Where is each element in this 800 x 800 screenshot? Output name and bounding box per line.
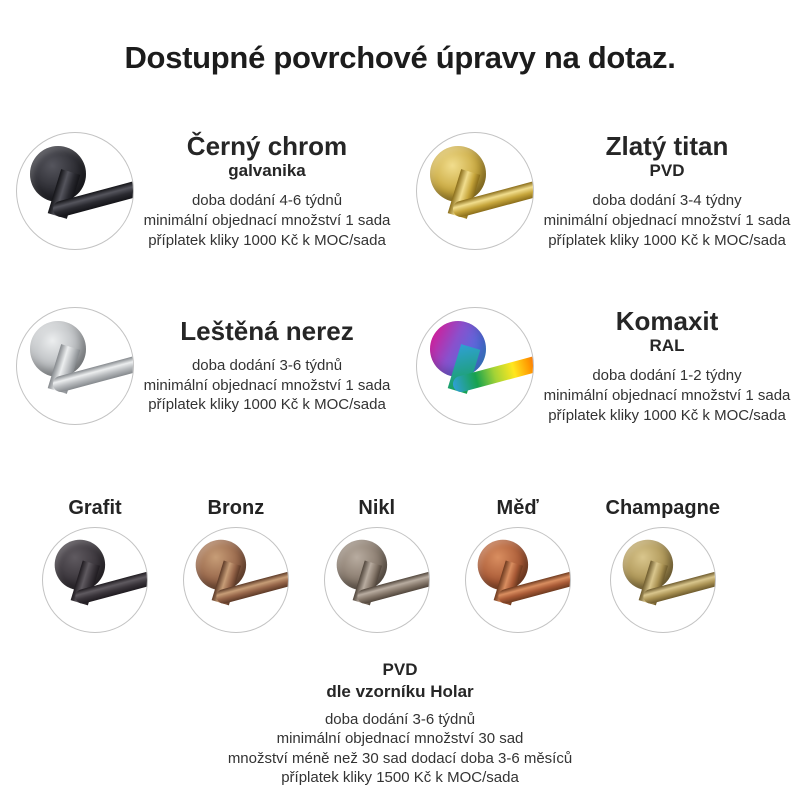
- swatch-label: Champagne: [605, 497, 720, 520]
- finish-info: [134, 132, 400, 251]
- swatch-row: [0, 497, 800, 633]
- detail-line: minimální objednací množství 1 sada: [543, 211, 791, 229]
- swatch-nikl: [324, 497, 430, 633]
- swatch-photo-circle: [465, 527, 571, 633]
- detail-line: minimální objednací množství 30 sad: [276, 730, 524, 748]
- footer-details: [0, 710, 800, 788]
- door-handle-icon: [184, 528, 288, 632]
- door-handle-icon: [417, 133, 533, 249]
- swatch-label: Nikl: [358, 497, 396, 520]
- finish-details: [142, 191, 392, 250]
- footer-block: [0, 659, 800, 788]
- finish-card-zlaty-titan: [400, 132, 800, 251]
- finish-card-cerny-chrom: [0, 132, 400, 251]
- detail-line: doba dodání 1-2 týdny: [592, 367, 742, 385]
- detail-line: doba dodání 3-6 týdnů: [191, 356, 343, 374]
- swatch-med: [465, 497, 571, 633]
- detail-line: příplatek kliky 1000 Kč k MOC/sada: [148, 231, 386, 249]
- finish-details: [542, 366, 792, 425]
- swatch-photo-circle: [183, 527, 289, 633]
- detail-line: doba dodání 4-6 týdnů: [191, 192, 343, 210]
- swatch-bronz: [183, 497, 289, 633]
- page-title: Dostupné povrchové úpravy na dotaz.: [124, 40, 676, 75]
- door-handle-icon: [43, 528, 147, 632]
- swatch-grafit: [42, 497, 148, 633]
- swatch-photo-circle: [610, 527, 716, 633]
- finish-photo-circle: [416, 307, 534, 425]
- swatch-label: Bronz: [207, 497, 265, 520]
- detail-line: množství méně než 30 sad dodací doba 3-6 měsíců: [227, 749, 573, 767]
- detail-line: příplatek kliky 1000 Kč k MOC/sada: [148, 396, 386, 414]
- finish-name: Komaxit: [615, 305, 719, 336]
- finish-card-lestena-nerez: [0, 307, 400, 426]
- finish-details: [142, 356, 392, 415]
- detail-line: příplatek kliky 1000 Kč k MOC/sada: [548, 231, 786, 249]
- finish-subtitle: PVD: [649, 160, 685, 180]
- door-handle-icon: [325, 528, 429, 632]
- finish-subtitle: RAL: [649, 335, 685, 355]
- detail-line: doba dodání 3-6 týdnů: [324, 710, 476, 728]
- finish-photo-circle: [16, 307, 134, 425]
- detail-line: příplatek kliky 1000 Kč k MOC/sada: [548, 406, 786, 424]
- detail-line: minimální objednací množství 1 sada: [143, 211, 391, 229]
- swatch-champagne: [606, 497, 720, 633]
- finish-info: [534, 132, 800, 251]
- swatch-photo-circle: [324, 527, 430, 633]
- door-handle-icon: [417, 308, 533, 424]
- finish-details: [542, 191, 792, 250]
- door-handle-icon: [17, 133, 133, 249]
- detail-line: doba dodání 3-4 týdny: [592, 192, 742, 210]
- detail-line: minimální objednací množství 1 sada: [543, 386, 791, 404]
- finish-name: Leštěná nerez: [180, 315, 354, 346]
- finish-photo-circle: [416, 132, 534, 250]
- footer-title: PVD: [382, 660, 418, 680]
- finish-info: [534, 307, 800, 426]
- swatch-label: Grafit: [68, 497, 122, 520]
- finish-name: Černý chrom: [186, 130, 348, 161]
- door-handle-icon: [17, 308, 133, 424]
- finish-subtitle: galvanika: [228, 160, 306, 180]
- finish-card-komaxit: [400, 307, 800, 426]
- finish-name: Zlatý titan: [605, 130, 729, 161]
- finish-photo-circle: [16, 132, 134, 250]
- detail-line: příplatek kliky 1500 Kč k MOC/sada: [281, 769, 519, 787]
- finish-grid: [0, 132, 800, 426]
- footer-subtitle: dle vzorníku Holar: [326, 681, 474, 701]
- swatch-label: Měď: [496, 497, 539, 520]
- door-handle-icon: [466, 528, 570, 632]
- finish-info: [134, 317, 400, 416]
- swatch-photo-circle: [42, 527, 148, 633]
- detail-line: minimální objednací množství 1 sada: [143, 376, 391, 394]
- door-handle-icon: [611, 528, 715, 632]
